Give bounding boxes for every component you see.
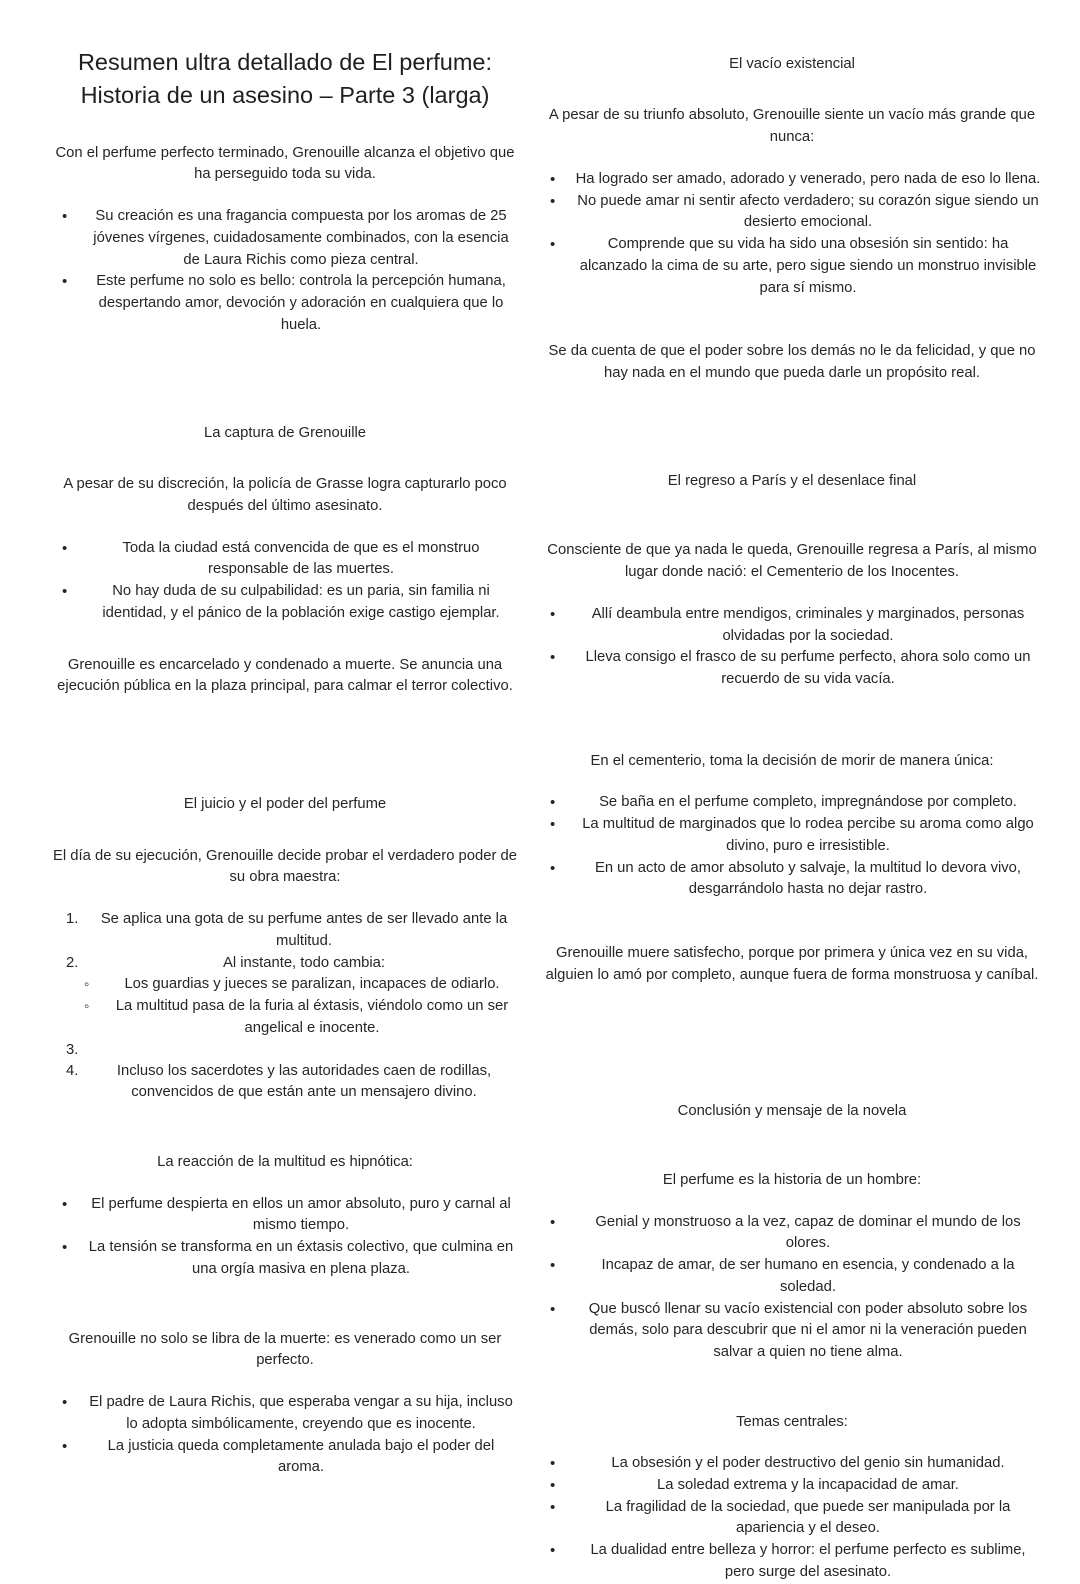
intro-bullet-list	[52, 206, 518, 337]
vacio-closing-paragraph: Se da cuenta de que el poder sobre los demás no le da felicidad, y que no hay nada en el mundo que pueda darle un propósito real.	[548, 343, 1036, 382]
list-item: • La multitud de marginados que lo rodea percibe su aroma como algo divino, puro e irresistible.	[540, 814, 1044, 858]
list-item	[52, 1061, 518, 1105]
list-item: • Lleva consigo el frasco de su perfume perfecto, ahora solo como un recuerdo de su vida vacía.	[540, 647, 1044, 691]
page-title-line-2: Historia de un asesino – Parte 3 (larga)	[80, 82, 490, 109]
list-item: • La justicia queda completamente anulada bajo el poder del aroma.	[52, 1436, 518, 1480]
left-column	[0, 46, 530, 1479]
list-item: ◦ La multitud pasa de la furia al éxtasis, viéndolo como un ser angelical e inocente.	[52, 996, 518, 1040]
spacer	[540, 451, 1044, 471]
decision-heading: En el cementerio, toma la decisión de morir de manera única:	[590, 752, 994, 769]
list-item: • El perfume despierta en ellos un amor absoluto, puro y carnal al mismo tiempo.	[52, 1194, 518, 1238]
spacer	[52, 889, 518, 909]
list-item: • En un acto de amor absoluto y salvaje, la multitud lo devora vivo, desgarrándolo hasta no dejar rastro.	[540, 858, 1044, 902]
spacer	[540, 691, 1044, 739]
section-heading-captura: La captura de Grenouille	[203, 424, 367, 441]
spacer	[52, 1281, 518, 1329]
spacer	[540, 1192, 1044, 1212]
spacer	[540, 299, 1044, 329]
spacer	[52, 403, 518, 423]
reaction-heading: La reacción de la multitud es hipnótica:	[157, 1154, 413, 1171]
list-item: • Genial y monstruoso a la vez, capaz de dominar el mundo de los olores.	[540, 1212, 1044, 1256]
spacer	[540, 987, 1044, 1053]
list-item: • Toda la ciudad está convencida de que es el monstruo responsable de las muertes.	[52, 538, 518, 582]
list-item: • Ha logrado ser amado, adorado y venerado, pero nada de eso lo llena.	[540, 169, 1044, 191]
list-item-number: 4.	[66, 1062, 79, 1079]
spacer	[540, 385, 1044, 451]
spacer	[52, 337, 518, 403]
list-item: • La soledad extrema y la incapacidad de amar.	[540, 1475, 1044, 1497]
list-item: • La dualidad entre belleza y horror: el perfume perfecto es sublime, pero surge del asesinato.	[540, 1540, 1044, 1584]
captura-closing-paragraph: Grenouille es encarcelado y condenado a muerte. Se anuncia una ejecución pública en la plaza principal, para calmar el terror colectivo.	[57, 656, 513, 695]
section-heading-vacio: El vacío existencial	[729, 56, 855, 72]
list-item	[52, 909, 518, 953]
list-item: • La tensión se transforma en un éxtasis colectivo, que culmina en una orgía masiva en plena plaza.	[52, 1237, 518, 1281]
list-item-number: 2.	[66, 954, 79, 971]
list-item	[52, 1040, 518, 1061]
spacer	[52, 764, 518, 794]
list-item-text: Incluso los sacerdotes y las autoridades caen de rodillas, convencidos de que están ante un mensajero divino.	[116, 1062, 492, 1101]
spacer	[540, 1053, 1044, 1101]
spacer	[540, 584, 1044, 604]
section-heading-regreso: El regreso a París y el desenlace final	[667, 472, 917, 489]
venerado-bullet-list	[52, 1392, 518, 1479]
spacer	[540, 739, 1044, 751]
spacer	[540, 1433, 1044, 1453]
spacer	[540, 329, 1044, 341]
spacer	[52, 1372, 518, 1392]
right-column	[530, 46, 1080, 1584]
list-item: • Se baña en el perfume completo, impregnándose por completo.	[540, 792, 1044, 814]
juicio-numbered-list	[52, 909, 518, 974]
list-item: • El padre de Laura Richis, que esperaba vengar a su hija, incluso lo adopta simbólicamente, creyendo que es inocente.	[52, 1392, 518, 1436]
decision-bullet-list	[540, 792, 1044, 901]
spacer	[540, 149, 1044, 169]
regreso-closing-paragraph: Grenouille muere satisfecho, porque por primera y única vez en su vida, alguien lo amó por completo, aunque fuera de forma monstruosa y caníbal.	[545, 945, 1039, 983]
regreso-bullet-list	[540, 604, 1044, 691]
list-item: • Este perfume no solo es bello: controla la percepción humana, despertando amor, devoción y adoración en cualquiera que lo huela.	[52, 271, 518, 336]
page-title	[52, 46, 518, 113]
intro-paragraph: Con el perfume perfecto terminado, Grenouille alcanza el objetivo que ha perseguido toda su vida.	[55, 144, 515, 183]
juicio-numbered-list-continued	[52, 1040, 518, 1105]
list-item: • No hay duda de su culpabilidad: es un paria, sin familia ni identidad, y el pánico de la población exige castigo ejemplar.	[52, 581, 518, 625]
captura-bullet-list	[52, 538, 518, 625]
section-heading-juicio: El juicio y el poder del perfume	[183, 796, 387, 813]
spacer	[540, 1122, 1044, 1170]
list-item	[52, 953, 518, 975]
spacer	[52, 625, 518, 655]
list-item: • Allí deambula entre mendigos, criminales y marginados, personas olvidadas por la sociedad.	[540, 604, 1044, 648]
list-item: • Su creación es una fragancia compuesta por los aromas de 25 jóvenes vírgenes, cuidadosamente combinados, con la esencia de Laura Richis como pieza central.	[52, 206, 518, 271]
spacer	[52, 1104, 518, 1152]
spacer	[540, 772, 1044, 792]
list-item-number: 1.	[66, 911, 79, 928]
list-item: • Que buscó llenar su vacío existencial con poder absoluto sobre los demás, solo para descubrir que ni el amor ni la veneración pueden salvar a quien no tiene alma.	[540, 1299, 1044, 1364]
list-item-number: 3.	[66, 1041, 79, 1058]
spacer	[52, 816, 518, 846]
juicio-sub-bullet-list	[52, 974, 518, 1039]
juicio-paragraph: El día de su ejecución, Grenouille decide probar el verdadero poder de su obra maestra:	[53, 847, 517, 886]
vacio-paragraph: A pesar de su triunfo absoluto, Grenouille siente un vacío más grande que nunca:	[548, 107, 1036, 146]
temas-bullet-list	[540, 1453, 1044, 1584]
spacer	[540, 492, 1044, 540]
venerado-paragraph: Grenouille no solo se libra de la muerte: es venerado como un ser perfecto.	[68, 1330, 502, 1369]
list-item: ◦ Los guardias y jueces se paralizan, incapaces de odiarlo.	[52, 974, 518, 996]
section-heading-conclusion: Conclusión y mensaje de la novela	[677, 1102, 907, 1119]
list-item-text: Se aplica una gota de su perfume antes de ser llevado ante la multitud.	[100, 911, 508, 949]
spacer	[52, 518, 518, 538]
spacer	[52, 444, 518, 474]
temas-heading: Temas centrales:	[736, 1413, 848, 1430]
vacio-bullet-list	[540, 169, 1044, 300]
list-item-text: Al instante, todo cambia:	[222, 954, 386, 971]
conclusion-bullet-list	[540, 1212, 1044, 1364]
conclusion-subheading: El perfume es la historia de un hombre:	[662, 1172, 922, 1189]
spacer	[52, 113, 518, 143]
spacer	[52, 698, 518, 764]
spacer	[540, 901, 1044, 931]
captura-paragraph: A pesar de su discreción, la policía de Grasse logra capturarlo poco después del último asesinato.	[63, 476, 507, 514]
list-item: • Comprende que su vida ha sido una obsesión sin sentido: ha alcanzado la cima de su arte, pero sigue siendo un monstruo invisible para sí mismo.	[540, 234, 1044, 299]
reaction-bullet-list	[52, 1194, 518, 1281]
spacer	[52, 186, 518, 206]
list-item: • No puede amar ni sentir afecto verdadero; su corazón sigue siendo un desierto emocional.	[540, 191, 1044, 235]
page-title-line-1: Resumen ultra detallado de El perfume:	[77, 49, 493, 75]
list-item: • Incapaz de amar, de ser humano en esencia, y condenado a la soledad.	[540, 1255, 1044, 1299]
spacer	[540, 931, 1044, 943]
list-item: • La fragilidad de la sociedad, que puede ser manipulada por la apariencia y el deseo.	[540, 1497, 1044, 1541]
spacer	[540, 75, 1044, 105]
spacer	[52, 1174, 518, 1194]
regreso-paragraph: Consciente de que ya nada le queda, Grenouille regresa a París, al mismo lugar donde nació: el Cementerio de los Inocentes.	[547, 542, 1037, 581]
list-item: • La obsesión y el poder destructivo del genio sin humanidad.	[540, 1453, 1044, 1475]
spacer	[540, 1364, 1044, 1412]
